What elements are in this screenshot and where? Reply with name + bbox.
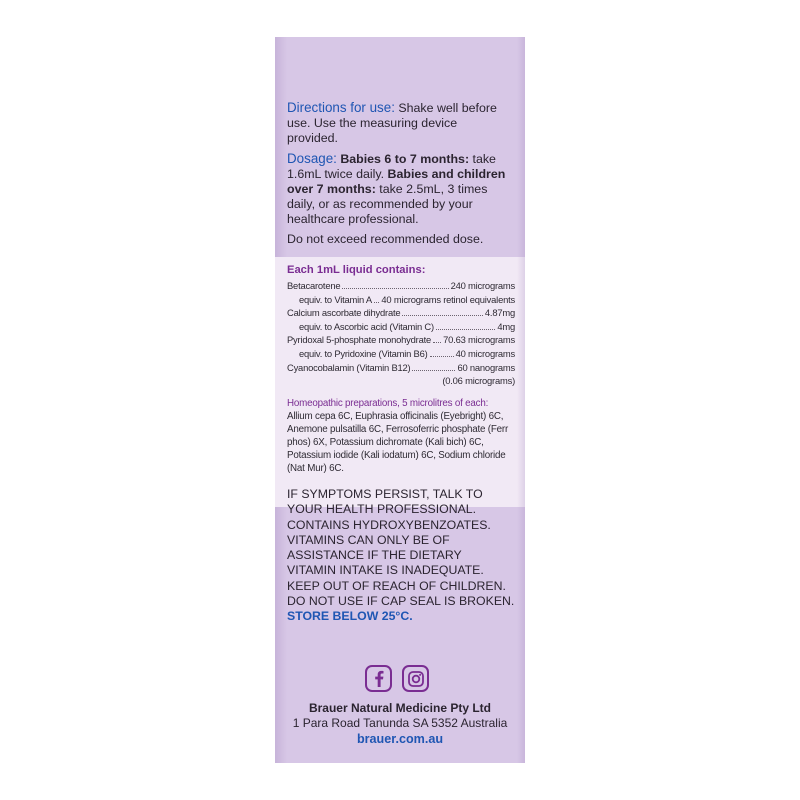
warning-line: IF SYMPTOMS PERSIST, TALK TO — [287, 487, 483, 501]
ingredient-row — [287, 333, 515, 347]
ingredient-row — [287, 306, 515, 320]
dosage-group-1: Babies 6 to 7 months: — [336, 152, 470, 166]
ingredient-row — [287, 293, 515, 307]
dotted-leader — [433, 342, 441, 343]
ingredient-amount: 60 nanograms — [457, 361, 515, 373]
ingredient-name: equiv. to Ascorbic acid (Vitamin C) — [299, 320, 434, 332]
ingredients-panel — [275, 257, 525, 507]
storage-instruction: STORE BELOW 25°C. — [287, 609, 413, 624]
ingredient-row — [287, 279, 515, 293]
homeopathic-section — [287, 397, 515, 475]
dotted-leader — [412, 370, 455, 371]
warnings-list — [287, 487, 522, 609]
homeopathic-title: Homeopathic preparations, 5 microlitres of each: — [287, 398, 489, 410]
dotted-leader — [436, 329, 495, 330]
ingredient-amount: 40 micrograms — [455, 347, 515, 359]
ingredient-row — [287, 320, 515, 334]
warnings-section — [287, 487, 522, 625]
ingredient-amount: 70.63 micrograms — [443, 334, 515, 346]
instagram-icon[interactable] — [402, 665, 429, 692]
dosage-heading: Dosage: — [287, 151, 337, 166]
dotted-leader — [430, 356, 454, 357]
company-website[interactable]: brauer.com.au — [356, 732, 444, 746]
homeopathic-text: Allium cepa 6C, Euphrasia officinalis (Eyebright) 6C, Anemone pulsatilla 6C, Ferrosoferric phosphate (Ferr phos) 6X, Potassium dichromate (Kali bich) 6C, Potassium iodide (Kali iodatum) 6C, Sodium chloride (Nat Mur) 6C. — [287, 411, 509, 475]
exceed-warning: Do not exceed recommended dose. — [287, 232, 484, 246]
social-icons — [365, 665, 429, 692]
directions-text: Shake well before use. Use the measuring device provided. — [287, 101, 497, 145]
ingredient-amount: 240 micrograms — [450, 280, 515, 291]
ingredient-name: Cyanocobalamin (Vitamin B12) — [287, 361, 411, 373]
ingredients-list — [287, 279, 515, 374]
ingredient-name: equiv. to Vitamin A — [299, 293, 372, 305]
warning-line: VITAMINS CAN ONLY BE OF — [287, 532, 450, 547]
facebook-icon[interactable] — [365, 665, 392, 692]
dosage-text-1: take 1.6mL twice daily. — [287, 152, 496, 181]
dosage-group-2: Babies and children over 7 months: — [287, 167, 506, 196]
dosage-text-2: take 2.5mL, 3 times daily, or as recommended by your healthcare professional. — [287, 182, 488, 226]
ingredient-name: Pyridoxal 5-phosphate monohydrate — [287, 334, 432, 346]
dotted-leader — [402, 315, 483, 316]
ingredient-name: Betacarotene — [287, 280, 341, 291]
ingredient-row — [287, 361, 515, 375]
ingredient-row — [287, 347, 515, 361]
ingredient-amount: 40 micrograms retinol equivalents — [381, 293, 515, 305]
warning-line: DO NOT USE IF CAP SEAL IS BROKEN. — [287, 594, 515, 609]
warning-line: VITAMIN INTAKE IS INADEQUATE. — [287, 563, 484, 578]
warning-line: CONTAINS HYDROXYBENZOATES. — [287, 517, 491, 532]
ingredient-name: equiv. to Pyridoxine (Vitamin B6) — [299, 347, 428, 359]
directions-paragraph — [287, 100, 509, 146]
ingredient-amount: 4.87mg — [484, 307, 515, 319]
dotted-leader — [374, 302, 379, 303]
directions-heading: Directions for use: — [287, 100, 395, 115]
company-name: Brauer Natural Medicine Pty Ltd — [308, 701, 492, 715]
product-box-side-panel — [275, 37, 525, 763]
dotted-leader — [342, 288, 448, 289]
warning-line: YOUR HEALTH PROFESSIONAL. — [287, 502, 477, 517]
company-info — [275, 701, 525, 748]
warning-line: ASSISTANCE IF THE DIETARY — [287, 548, 462, 563]
ingredient-name: Calcium ascorbate dihydrate — [287, 307, 401, 319]
ingredients-title: Each 1mL liquid contains: — [287, 264, 426, 276]
warning-line: KEEP OUT OF REACH OF CHILDREN. — [287, 578, 506, 593]
dosage-paragraph — [287, 151, 509, 227]
ingredient-amount: 4mg — [497, 320, 515, 332]
directions-section — [287, 100, 509, 252]
ingredient-extra-amount: (0.06 micrograms) — [442, 375, 515, 387]
company-address: 1 Para Road Tanunda SA 5352 Australia — [292, 716, 508, 730]
